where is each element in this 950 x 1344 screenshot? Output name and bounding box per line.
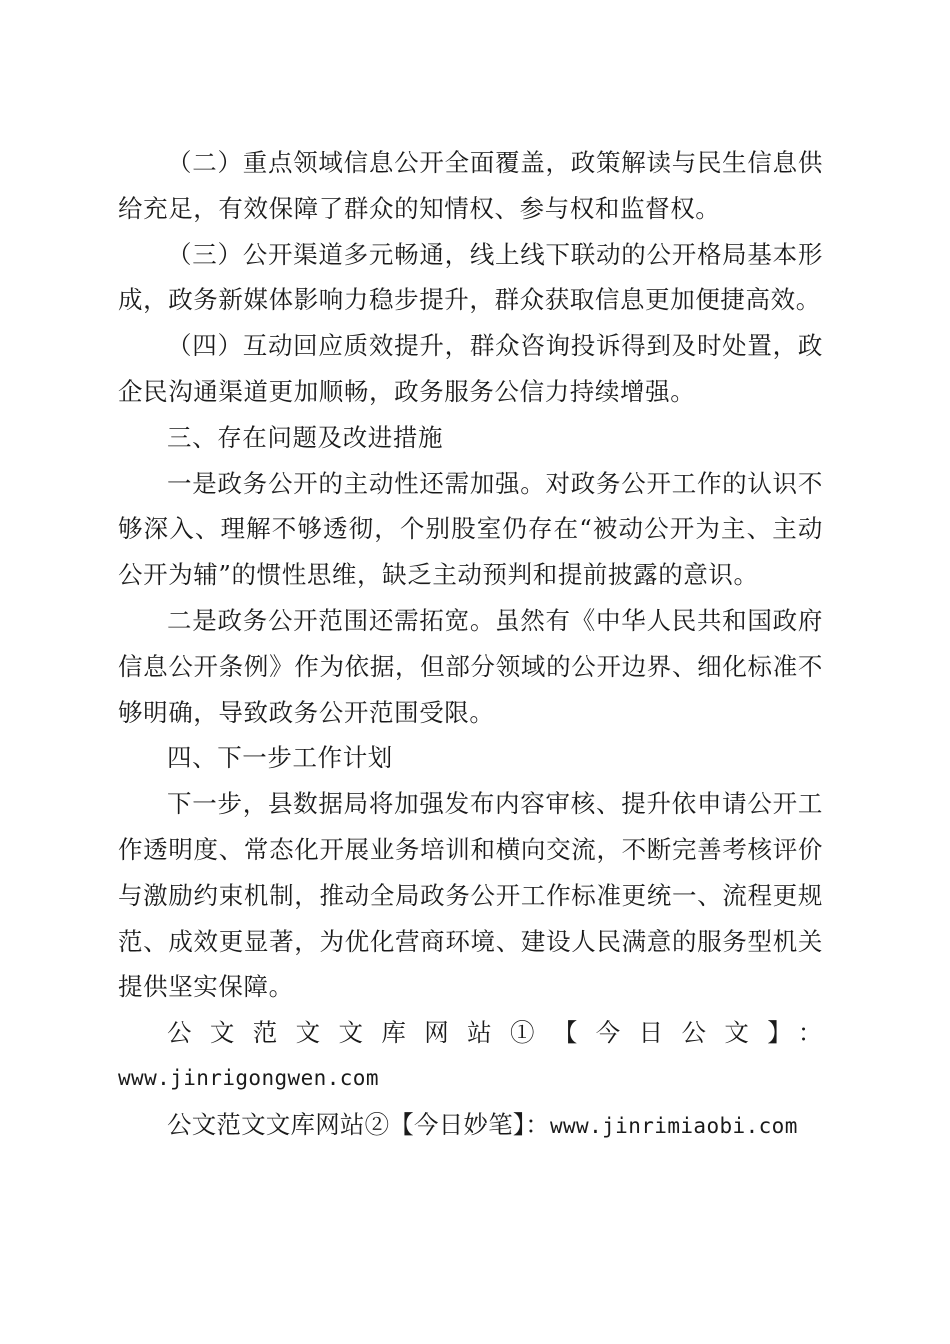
footer-site-one-link[interactable]: www.jinrigongwen.com (118, 1065, 379, 1090)
paragraph-problem-two: 二是政务公开范围还需拓宽。虽然有《中华人民共和国政府信息公开条例》作为依据，但部分领域的公开边界、细化标准不够明确，导致政务公开范围受限。 (118, 605, 823, 727)
paragraph-item-three: （三）公开渠道多元畅通，线上线下联动的公开格局基本形成，政务新媒体影响力稳步提升，群众获取信息更加便捷高效。 (118, 239, 823, 315)
section-heading-next-steps: 四、下一步工作计划 (167, 743, 393, 773)
paragraph-problem-one: 一是政务公开的主动性还需加强。对政务公开工作的认识不够深入、理解不够透彻，个别股室仍存在“被动公开为主、主动公开为辅”的惯性思维，缺乏主动预判和提前披露的意识。 (118, 468, 823, 590)
footer-site-two-label: 公文范文文库网站②【今日妙笔】： (167, 1109, 550, 1139)
section-heading-problems: 三、存在问题及改进措施 (167, 422, 444, 452)
footer-site-two (118, 1102, 823, 1150)
document-body (118, 140, 823, 1150)
footer-site-one-label: 公文范文文库网站①【今日公文】： (167, 1018, 823, 1048)
footer-site-two-link[interactable]: www.jinrimiaobi.com (549, 1113, 798, 1138)
paragraph-next-steps: 下一步，县数据局将加强发布内容审核、提升依申请公开工作透明度、常态化开展业务培训和横向交流，不断完善考核评价与激励约束机制，推动全局政务公开工作标准更统一、流程更规范、成效更显著，为优化营商环境、建设人民满意的服务型机关提供坚实保障。 (118, 789, 823, 1002)
paragraph-item-four: （四）互动回应质效提升，群众咨询投诉得到及时处置，政企民沟通渠道更加顺畅，政务服务公信力持续增强。 (118, 331, 823, 406)
paragraph-item-two: （二）重点领域信息公开全面覆盖，政策解读与民生信息供给充足，有效保障了群众的知情权、参与权和监督权。 (118, 148, 823, 223)
